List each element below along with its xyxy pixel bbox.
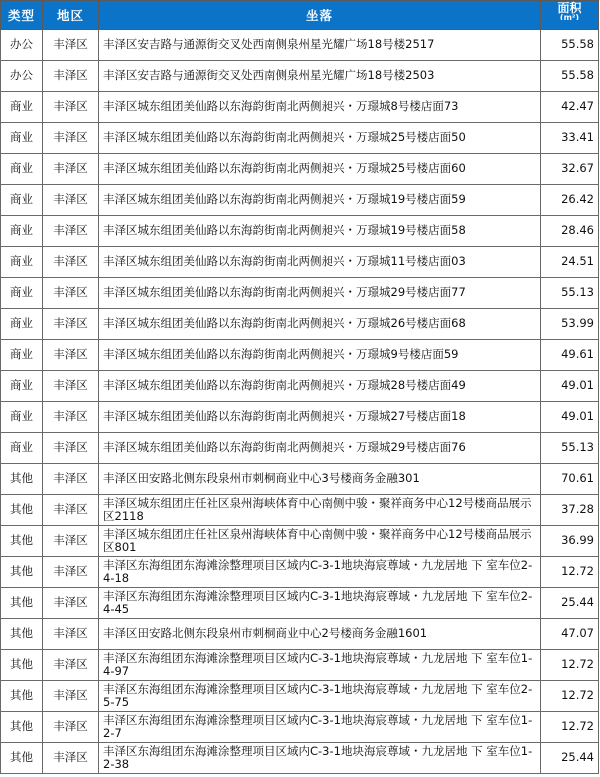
cell-location: 丰泽区城东组团美仙路以东海韵街南北两侧昶兴・万璟城27号楼店面18 bbox=[99, 402, 541, 433]
cell-type: 商业 bbox=[1, 278, 43, 309]
cell-size: 55.13 bbox=[541, 278, 599, 309]
cell-size: 49.01 bbox=[541, 371, 599, 402]
cell-location: 丰泽区城东组团美仙路以东海韵街南北两侧昶兴・万璟城29号楼店面76 bbox=[99, 433, 541, 464]
cell-size: 33.41 bbox=[541, 123, 599, 154]
cell-area: 丰泽区 bbox=[43, 712, 99, 743]
cell-area: 丰泽区 bbox=[43, 185, 99, 216]
cell-location: 丰泽区田安路北侧东段泉州市刺桐商业中心3号楼商务金融301 bbox=[99, 464, 541, 495]
cell-type: 其他 bbox=[1, 526, 43, 557]
cell-location: 丰泽区城东组团美仙路以东海韵街南北两侧昶兴・万璟城19号楼店面59 bbox=[99, 185, 541, 216]
cell-size: 55.58 bbox=[541, 30, 599, 61]
table-row bbox=[1, 557, 599, 588]
cell-location: 丰泽区东海组团东海滩涂整理项目区域内C-3-1地块海宸尊域・九龙居地 下 室车位1-2-38 bbox=[99, 743, 541, 774]
cell-location: 丰泽区城东组团美仙路以东海韵街南北两侧昶兴・万璟城9号楼店面59 bbox=[99, 340, 541, 371]
cell-location: 丰泽区城东组团美仙路以东海韵街南北两侧昶兴・万璟城8号楼店面73 bbox=[99, 92, 541, 123]
header-area: 地区 bbox=[43, 1, 99, 30]
cell-area: 丰泽区 bbox=[43, 464, 99, 495]
cell-area: 丰泽区 bbox=[43, 61, 99, 92]
table-row bbox=[1, 433, 599, 464]
cell-type: 商业 bbox=[1, 433, 43, 464]
header-type: 类型 bbox=[1, 1, 43, 30]
cell-location: 丰泽区田安路北侧东段泉州市刺桐商业中心2号楼商务金融1601 bbox=[99, 619, 541, 650]
header-size-unit: (m²) bbox=[559, 14, 580, 20]
cell-size: 55.58 bbox=[541, 61, 599, 92]
cell-location: 丰泽区东海组团东海滩涂整理项目区域内C-3-1地块海宸尊域・九龙居地 下 室车位2-4-18 bbox=[99, 557, 541, 588]
table-row bbox=[1, 588, 599, 619]
cell-area: 丰泽区 bbox=[43, 681, 99, 712]
table-row bbox=[1, 619, 599, 650]
cell-size: 49.01 bbox=[541, 402, 599, 433]
cell-area: 丰泽区 bbox=[43, 247, 99, 278]
cell-location: 丰泽区城东组团庄任社区泉州海峡体育中心南侧中骏・聚祥商务中心12号楼商品展示区2118 bbox=[99, 495, 541, 526]
table-row bbox=[1, 402, 599, 433]
table-row bbox=[1, 185, 599, 216]
cell-area: 丰泽区 bbox=[43, 92, 99, 123]
cell-area: 丰泽区 bbox=[43, 340, 99, 371]
cell-type: 其他 bbox=[1, 712, 43, 743]
cell-size: 55.13 bbox=[541, 433, 599, 464]
cell-location: 丰泽区东海组团东海滩涂整理项目区域内C-3-1地块海宸尊域・九龙居地 下 室车位2-5-75 bbox=[99, 681, 541, 712]
table-row bbox=[1, 247, 599, 278]
cell-location: 丰泽区城东组团美仙路以东海韵街南北两侧昶兴・万璟城25号楼店面60 bbox=[99, 154, 541, 185]
cell-size: 12.72 bbox=[541, 557, 599, 588]
cell-location: 丰泽区城东组团美仙路以东海韵街南北两侧昶兴・万璟城26号楼店面68 bbox=[99, 309, 541, 340]
cell-type: 商业 bbox=[1, 340, 43, 371]
cell-type: 商业 bbox=[1, 123, 43, 154]
table-row bbox=[1, 278, 599, 309]
cell-location: 丰泽区城东组团美仙路以东海韵街南北两侧昶兴・万璟城25号楼店面50 bbox=[99, 123, 541, 154]
cell-size: 12.72 bbox=[541, 650, 599, 681]
cell-type: 其他 bbox=[1, 557, 43, 588]
cell-type: 办公 bbox=[1, 30, 43, 61]
cell-type: 商业 bbox=[1, 371, 43, 402]
cell-size: 53.99 bbox=[541, 309, 599, 340]
cell-size: 24.51 bbox=[541, 247, 599, 278]
cell-area: 丰泽区 bbox=[43, 216, 99, 247]
cell-area: 丰泽区 bbox=[43, 526, 99, 557]
table-row bbox=[1, 526, 599, 557]
table-row bbox=[1, 216, 599, 247]
cell-type: 其他 bbox=[1, 619, 43, 650]
table-row bbox=[1, 154, 599, 185]
cell-area: 丰泽区 bbox=[43, 30, 99, 61]
cell-type: 商业 bbox=[1, 247, 43, 278]
cell-area: 丰泽区 bbox=[43, 557, 99, 588]
cell-location: 丰泽区东海组团东海滩涂整理项目区域内C-3-1地块海宸尊域・九龙居地 下 室车位1-2-7 bbox=[99, 712, 541, 743]
cell-type: 其他 bbox=[1, 464, 43, 495]
cell-area: 丰泽区 bbox=[43, 619, 99, 650]
cell-location: 丰泽区安吉路与通源街交叉处西南侧泉州星光耀广场18号楼2517 bbox=[99, 30, 541, 61]
table-row bbox=[1, 495, 599, 526]
cell-type: 其他 bbox=[1, 681, 43, 712]
cell-size: 37.28 bbox=[541, 495, 599, 526]
cell-type: 商业 bbox=[1, 309, 43, 340]
cell-area: 丰泽区 bbox=[43, 588, 99, 619]
cell-size: 28.46 bbox=[541, 216, 599, 247]
cell-type: 办公 bbox=[1, 61, 43, 92]
table-row bbox=[1, 92, 599, 123]
cell-size: 32.67 bbox=[541, 154, 599, 185]
cell-location: 丰泽区东海组团东海滩涂整理项目区域内C-3-1地块海宸尊域・九龙居地 下 室车位1-4-97 bbox=[99, 650, 541, 681]
cell-area: 丰泽区 bbox=[43, 123, 99, 154]
cell-area: 丰泽区 bbox=[43, 278, 99, 309]
cell-area: 丰泽区 bbox=[43, 402, 99, 433]
cell-size: 36.99 bbox=[541, 526, 599, 557]
table-header bbox=[1, 1, 599, 30]
watermark-overlay bbox=[428, 736, 588, 764]
table-row bbox=[1, 340, 599, 371]
cell-location: 丰泽区城东组团美仙路以东海韵街南北两侧昶兴・万璟城28号楼店面49 bbox=[99, 371, 541, 402]
cell-size: 26.42 bbox=[541, 185, 599, 216]
cell-type: 其他 bbox=[1, 588, 43, 619]
table-row bbox=[1, 309, 599, 340]
table-body bbox=[1, 30, 599, 774]
cell-location: 丰泽区城东组团美仙路以东海韵街南北两侧昶兴・万璟城11号楼店面03 bbox=[99, 247, 541, 278]
cell-type: 商业 bbox=[1, 185, 43, 216]
cell-size: 49.61 bbox=[541, 340, 599, 371]
table-row bbox=[1, 650, 599, 681]
table-row bbox=[1, 30, 599, 61]
cell-size: 25.44 bbox=[541, 588, 599, 619]
cell-area: 丰泽区 bbox=[43, 743, 99, 774]
cell-location: 丰泽区城东组团美仙路以东海韵街南北两侧昶兴・万璟城19号楼店面58 bbox=[99, 216, 541, 247]
table-row bbox=[1, 371, 599, 402]
cell-type: 其他 bbox=[1, 743, 43, 774]
cell-location: 丰泽区城东组团美仙路以东海韵街南北两侧昶兴・万璟城29号楼店面77 bbox=[99, 278, 541, 309]
cell-location: 丰泽区安吉路与通源街交叉处西南侧泉州星光耀广场18号楼2503 bbox=[99, 61, 541, 92]
cell-area: 丰泽区 bbox=[43, 154, 99, 185]
cell-type: 其他 bbox=[1, 650, 43, 681]
cell-area: 丰泽区 bbox=[43, 650, 99, 681]
cell-size: 12.72 bbox=[541, 712, 599, 743]
cell-type: 商业 bbox=[1, 402, 43, 433]
cell-location: 丰泽区东海组团东海滩涂整理项目区域内C-3-1地块海宸尊域・九龙居地 下 室车位2-4-45 bbox=[99, 588, 541, 619]
table-row bbox=[1, 681, 599, 712]
cell-location: 丰泽区城东组团庄任社区泉州海峡体育中心南侧中骏・聚祥商务中心12号楼商品展示区801 bbox=[99, 526, 541, 557]
table-row bbox=[1, 464, 599, 495]
cell-type: 其他 bbox=[1, 495, 43, 526]
cell-type: 商业 bbox=[1, 154, 43, 185]
cell-size: 70.61 bbox=[541, 464, 599, 495]
cell-type: 商业 bbox=[1, 216, 43, 247]
cell-area: 丰泽区 bbox=[43, 371, 99, 402]
table-row bbox=[1, 123, 599, 154]
header-size bbox=[541, 1, 599, 30]
table-row bbox=[1, 61, 599, 92]
cell-size: 12.72 bbox=[541, 681, 599, 712]
cell-area: 丰泽区 bbox=[43, 309, 99, 340]
cell-size: 25.44 bbox=[541, 743, 599, 774]
header-location: 坐落 bbox=[99, 1, 541, 30]
cell-size: 42.47 bbox=[541, 92, 599, 123]
cell-area: 丰泽区 bbox=[43, 495, 99, 526]
header-row bbox=[1, 1, 599, 30]
cell-area: 丰泽区 bbox=[43, 433, 99, 464]
cell-size: 47.07 bbox=[541, 619, 599, 650]
cell-type: 商业 bbox=[1, 92, 43, 123]
header-size-label: 面积 bbox=[557, 1, 582, 15]
